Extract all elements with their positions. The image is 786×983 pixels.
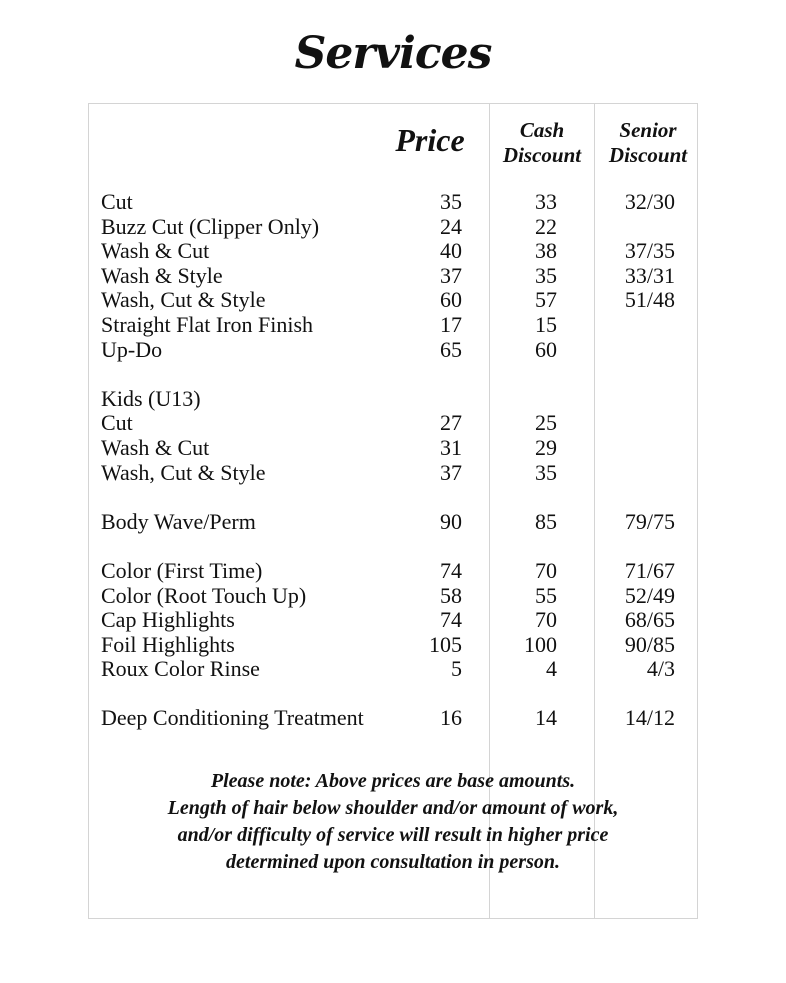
service-name: Cut: [101, 410, 133, 436]
service-senior-discount: 4/3: [646, 656, 675, 682]
service-price: 65: [440, 336, 462, 362]
service-row: [101, 239, 701, 264]
service-cash-discount: 4: [546, 656, 557, 682]
service-name: Foil Highlights: [101, 631, 235, 657]
group-spacer: [101, 534, 701, 559]
service-name: Deep Conditioning Treatment: [101, 705, 364, 731]
service-cash-discount: 57: [535, 287, 557, 313]
service-name: Buzz Cut (Clipper Only): [101, 213, 320, 239]
service-cash-discount: 15: [535, 311, 557, 337]
group-spacer: [101, 485, 701, 510]
service-senior-discount: 68/65: [624, 607, 675, 633]
service-row: [101, 215, 701, 240]
header-senior-line2: Discount: [608, 143, 688, 167]
service-row: [101, 510, 701, 535]
service-row: [101, 436, 701, 461]
service-price: 60: [440, 287, 462, 313]
header-cash-discount: [490, 118, 594, 168]
service-price: 37: [440, 262, 462, 288]
group-spacer: [101, 682, 701, 707]
service-cash-discount: 29: [535, 434, 557, 460]
service-price: 58: [440, 582, 462, 608]
service-price: 74: [440, 607, 462, 633]
note-line: Length of hair below shoulder and/or amount of work,: [167, 797, 619, 819]
service-price: 74: [440, 557, 462, 583]
service-senior-discount: 90/85: [624, 631, 675, 657]
service-row: [101, 559, 701, 584]
service-name: Color (Root Touch Up): [101, 582, 307, 608]
service-senior-discount: 14/12: [624, 705, 675, 731]
service-name: Wash & Cut: [101, 238, 210, 264]
service-cash-discount: 70: [535, 607, 557, 633]
service-row: [101, 288, 701, 313]
service-name: Wash & Cut: [101, 434, 210, 460]
note-line: determined upon consultation in person.: [226, 851, 560, 873]
service-row: [101, 387, 701, 412]
service-senior-discount: 71/67: [624, 557, 675, 583]
service-senior-discount: 32/30: [624, 189, 675, 214]
service-cash-discount: 14: [535, 705, 557, 731]
service-list: [101, 190, 701, 731]
service-cash-discount: 38: [535, 238, 557, 264]
service-senior-discount: 33/31: [624, 262, 675, 288]
price-note: [88, 768, 698, 876]
service-name: Kids (U13): [101, 385, 201, 411]
service-cash-discount: 35: [535, 262, 557, 288]
service-row: [101, 411, 701, 436]
service-price: 31: [440, 434, 462, 460]
service-cash-discount: 60: [535, 336, 557, 362]
header-cash-line1: Cash: [519, 118, 565, 142]
service-row: [101, 657, 701, 682]
service-price: 105: [429, 631, 462, 657]
service-name: Roux Color Rinse: [101, 656, 260, 682]
header-senior-line1: Senior: [619, 118, 677, 142]
header-cash-line2: Discount: [502, 143, 582, 167]
service-row: [101, 461, 701, 486]
service-price: 90: [440, 508, 462, 534]
service-price: 24: [440, 213, 462, 239]
service-name: Wash, Cut & Style: [101, 287, 266, 313]
service-row: [101, 608, 701, 633]
note-line: Please note: Above prices are base amounts.: [210, 770, 576, 792]
service-row: [101, 584, 701, 609]
service-row: [101, 338, 701, 363]
service-cash-discount: 70: [535, 557, 557, 583]
service-name: Body Wave/Perm: [101, 508, 256, 534]
service-price: 40: [440, 238, 462, 264]
page-title: Services: [294, 28, 492, 79]
group-spacer: [101, 362, 701, 387]
service-price: 27: [440, 410, 462, 436]
service-cash-discount: 85: [535, 508, 557, 534]
service-price: 16: [440, 705, 462, 731]
service-name: Cut: [101, 189, 133, 214]
service-price: 37: [440, 459, 462, 485]
service-cash-discount: 33: [535, 189, 557, 214]
service-cash-discount: 55: [535, 582, 557, 608]
service-price: 5: [451, 656, 462, 682]
service-senior-discount: 37/35: [624, 238, 675, 264]
note-line: and/or difficulty of service will result in higher price: [177, 824, 609, 846]
service-senior-discount: 79/75: [624, 508, 675, 534]
service-row: [101, 706, 701, 731]
service-price: 35: [440, 189, 462, 214]
service-senior-discount: 52/49: [624, 582, 675, 608]
service-cash-discount: 100: [524, 631, 557, 657]
service-name: Cap Highlights: [101, 607, 235, 633]
header-price: Price: [395, 122, 465, 158]
service-row: [101, 264, 701, 289]
header-senior-discount: [596, 118, 700, 168]
service-name: Up-Do: [101, 336, 163, 362]
service-name: Wash & Style: [101, 262, 223, 288]
service-row: [101, 190, 701, 215]
service-row: [101, 313, 701, 338]
service-price: 17: [440, 311, 462, 337]
service-senior-discount: 51/48: [624, 287, 675, 313]
service-name: Color (First Time): [101, 557, 263, 583]
service-name: Wash, Cut & Style: [101, 459, 266, 485]
service-name: Straight Flat Iron Finish: [101, 311, 314, 337]
service-row: [101, 633, 701, 658]
service-cash-discount: 25: [535, 410, 557, 436]
service-cash-discount: 22: [535, 213, 557, 239]
service-cash-discount: 35: [535, 459, 557, 485]
